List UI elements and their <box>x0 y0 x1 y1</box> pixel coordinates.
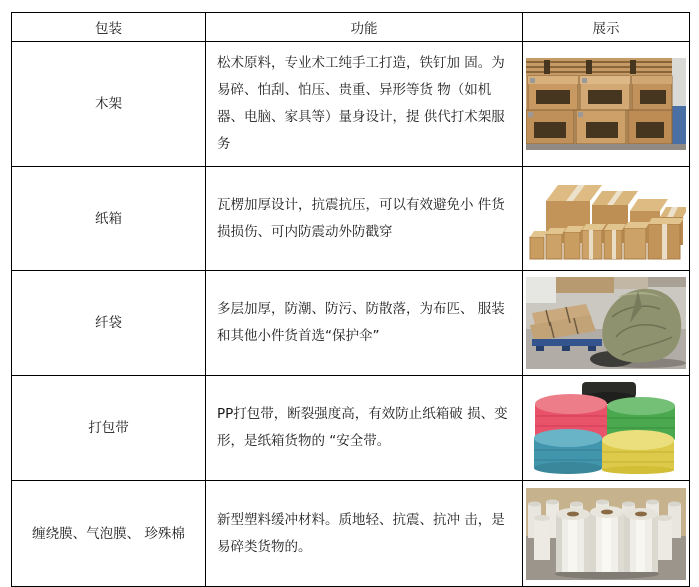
packaging-table <box>11 12 690 587</box>
function-text: 新型塑料缓冲材料。质地轻、抗震、抗冲 击，是易碎类货物的。 <box>206 481 523 587</box>
table-row-carton <box>12 167 690 271</box>
table-row-cushion-film <box>12 481 690 587</box>
cardboard-boxes-photo <box>526 173 686 265</box>
header-function: 功能 <box>206 13 523 42</box>
packaging-name: 木架 <box>12 42 206 167</box>
header-packaging: 包装 <box>12 13 206 42</box>
woven-bags-photo <box>526 277 686 369</box>
stretch-film-rolls-photo <box>526 488 686 580</box>
packaging-name: 打包带 <box>12 376 206 481</box>
packaging-name: 纸箱 <box>12 167 206 271</box>
packaging-name: 缠绕膜、气泡膜、 珍殊棉 <box>12 481 206 587</box>
packaging-name: 纤袋 <box>12 271 206 376</box>
function-text: PP打包带，断裂强度高，有效防止纸箱破 损、变形，是纸箱货物的 “安全带。 <box>206 376 523 481</box>
header-row <box>12 13 690 42</box>
function-text: 松术原料，专业术工纯手工打造，铁钉加 固。为易碎、怕刮、怕压、贵重、异形等货 物（如机器、电脑、家具等）量身设计，提 供代打术架服务 <box>206 42 523 167</box>
table-row-wooden-crate <box>12 42 690 167</box>
table-row-strapping <box>12 376 690 481</box>
table-row-fiber-bag <box>12 271 690 376</box>
function-text: 瓦楞加厚设计，抗震抗压，可以有效避免小 件货损损伤、可内防震动外防戳穿 <box>206 167 523 271</box>
function-text: 多层加厚，防潮、防污、防散落，为布匹、 服装和其他小件货首选“保护伞” <box>206 271 523 376</box>
wooden-crates-photo <box>526 58 686 150</box>
strapping-rolls-photo <box>526 382 686 474</box>
header-display: 展示 <box>523 13 690 42</box>
